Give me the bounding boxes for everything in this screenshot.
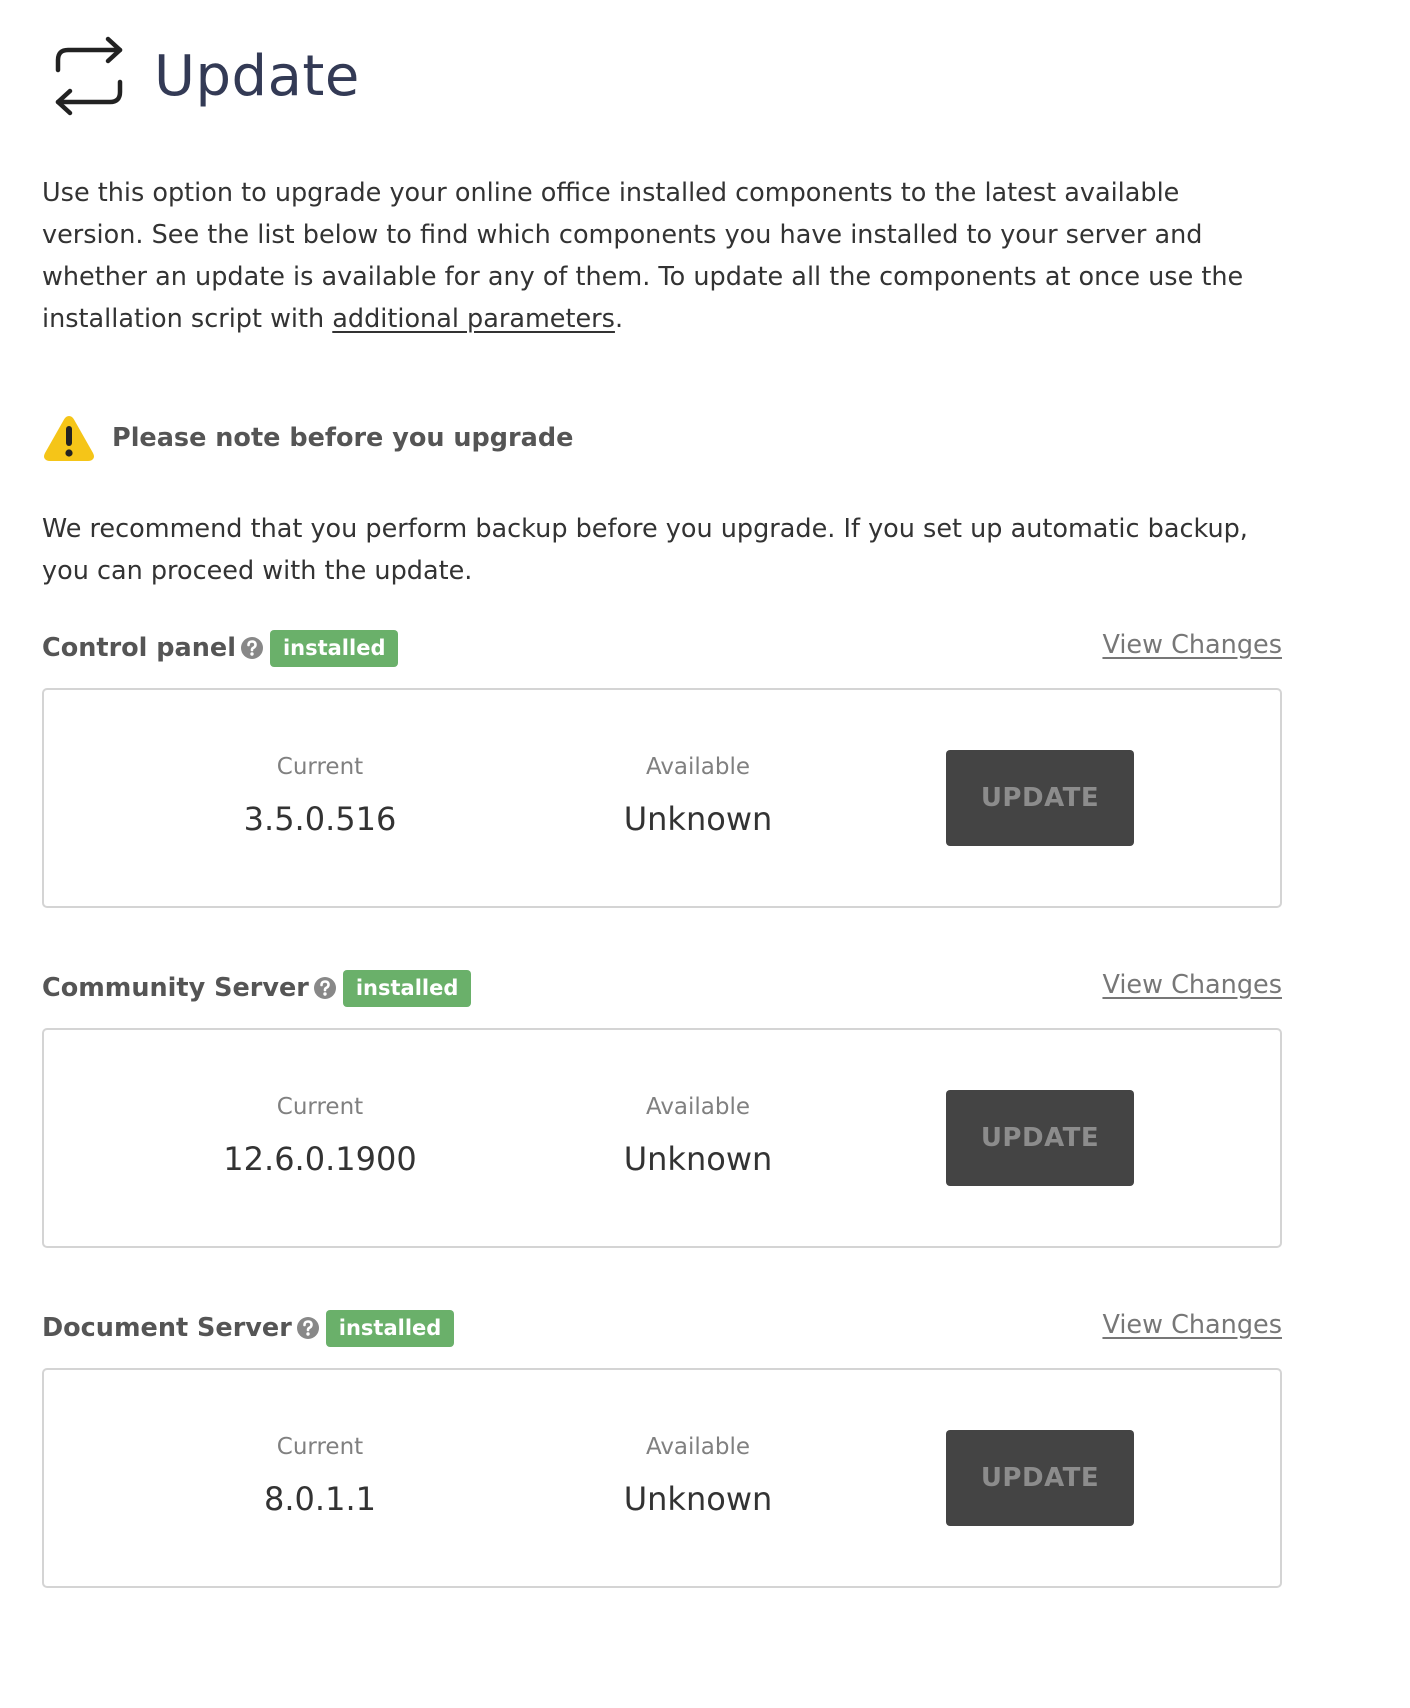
current-label: Current <box>276 754 364 780</box>
current-label: Current <box>276 1094 364 1120</box>
version-panel <box>42 1368 1282 1588</box>
available-value: Unknown <box>623 1480 773 1518</box>
current-version <box>170 1092 470 1179</box>
available-label: Available <box>645 1434 751 1460</box>
warning-icon <box>42 413 96 463</box>
current-value: 8.0.1.1 <box>264 1480 376 1518</box>
update-button[interactable]: UPDATE <box>946 1430 1134 1526</box>
view-changes-link[interactable]: View Changes <box>1102 1310 1282 1340</box>
available-value: Unknown <box>623 800 773 838</box>
available-label: Available <box>645 754 751 780</box>
component-header <box>42 1308 1282 1348</box>
note-title: Please note before you upgrade <box>112 423 574 453</box>
component-document-server <box>42 1308 1282 1518</box>
version-panel <box>42 1028 1282 1248</box>
update-button[interactable]: UPDATE <box>946 1090 1134 1186</box>
help-icon[interactable] <box>313 976 337 1000</box>
installed-badge: installed <box>343 970 472 1007</box>
version-panel <box>42 688 1282 908</box>
intro-suffix: . <box>614 304 624 334</box>
component-title: Community Server <box>42 973 309 1003</box>
help-icon[interactable] <box>240 636 264 660</box>
additional-parameters-link[interactable]: additional parameters <box>332 304 615 334</box>
update-button[interactable]: UPDATE <box>946 750 1134 846</box>
available-version <box>548 752 848 839</box>
available-version <box>548 1092 848 1179</box>
intro-text <box>42 172 1282 340</box>
current-value: 3.5.0.516 <box>243 800 397 838</box>
view-changes-link[interactable]: View Changes <box>1102 630 1282 660</box>
note-heading <box>42 410 573 466</box>
installed-badge: installed <box>270 630 399 667</box>
current-version <box>170 752 470 839</box>
help-icon[interactable] <box>296 1316 320 1340</box>
component-community-server <box>42 968 1282 1178</box>
component-title: Control panel <box>42 633 236 663</box>
available-label: Available <box>645 1094 751 1120</box>
current-version <box>170 1432 470 1519</box>
intro-body: Use this option to upgrade your online office installed components to the latest available version. See the list below to find which components you have installed to your server and whether an update is available for any of them. To update all the components at once use the installation script with <box>42 178 1244 334</box>
current-label: Current <box>276 1434 364 1460</box>
component-header <box>42 968 1282 1008</box>
note-text: We recommend that you perform backup before you upgrade. If you set up automatic backup, you can proceed with the update. <box>42 514 1248 586</box>
component-control-panel <box>42 628 1282 838</box>
sync-arrows-icon <box>54 36 124 116</box>
component-title: Document Server <box>42 1313 292 1343</box>
view-changes-link[interactable]: View Changes <box>1102 970 1282 1000</box>
available-version <box>548 1432 848 1519</box>
available-value: Unknown <box>623 1140 773 1178</box>
current-value: 12.6.0.1900 <box>223 1140 417 1178</box>
component-header <box>42 628 1282 668</box>
page-header <box>54 36 360 116</box>
page-title: Update <box>154 43 360 109</box>
installed-badge: installed <box>326 1310 455 1347</box>
